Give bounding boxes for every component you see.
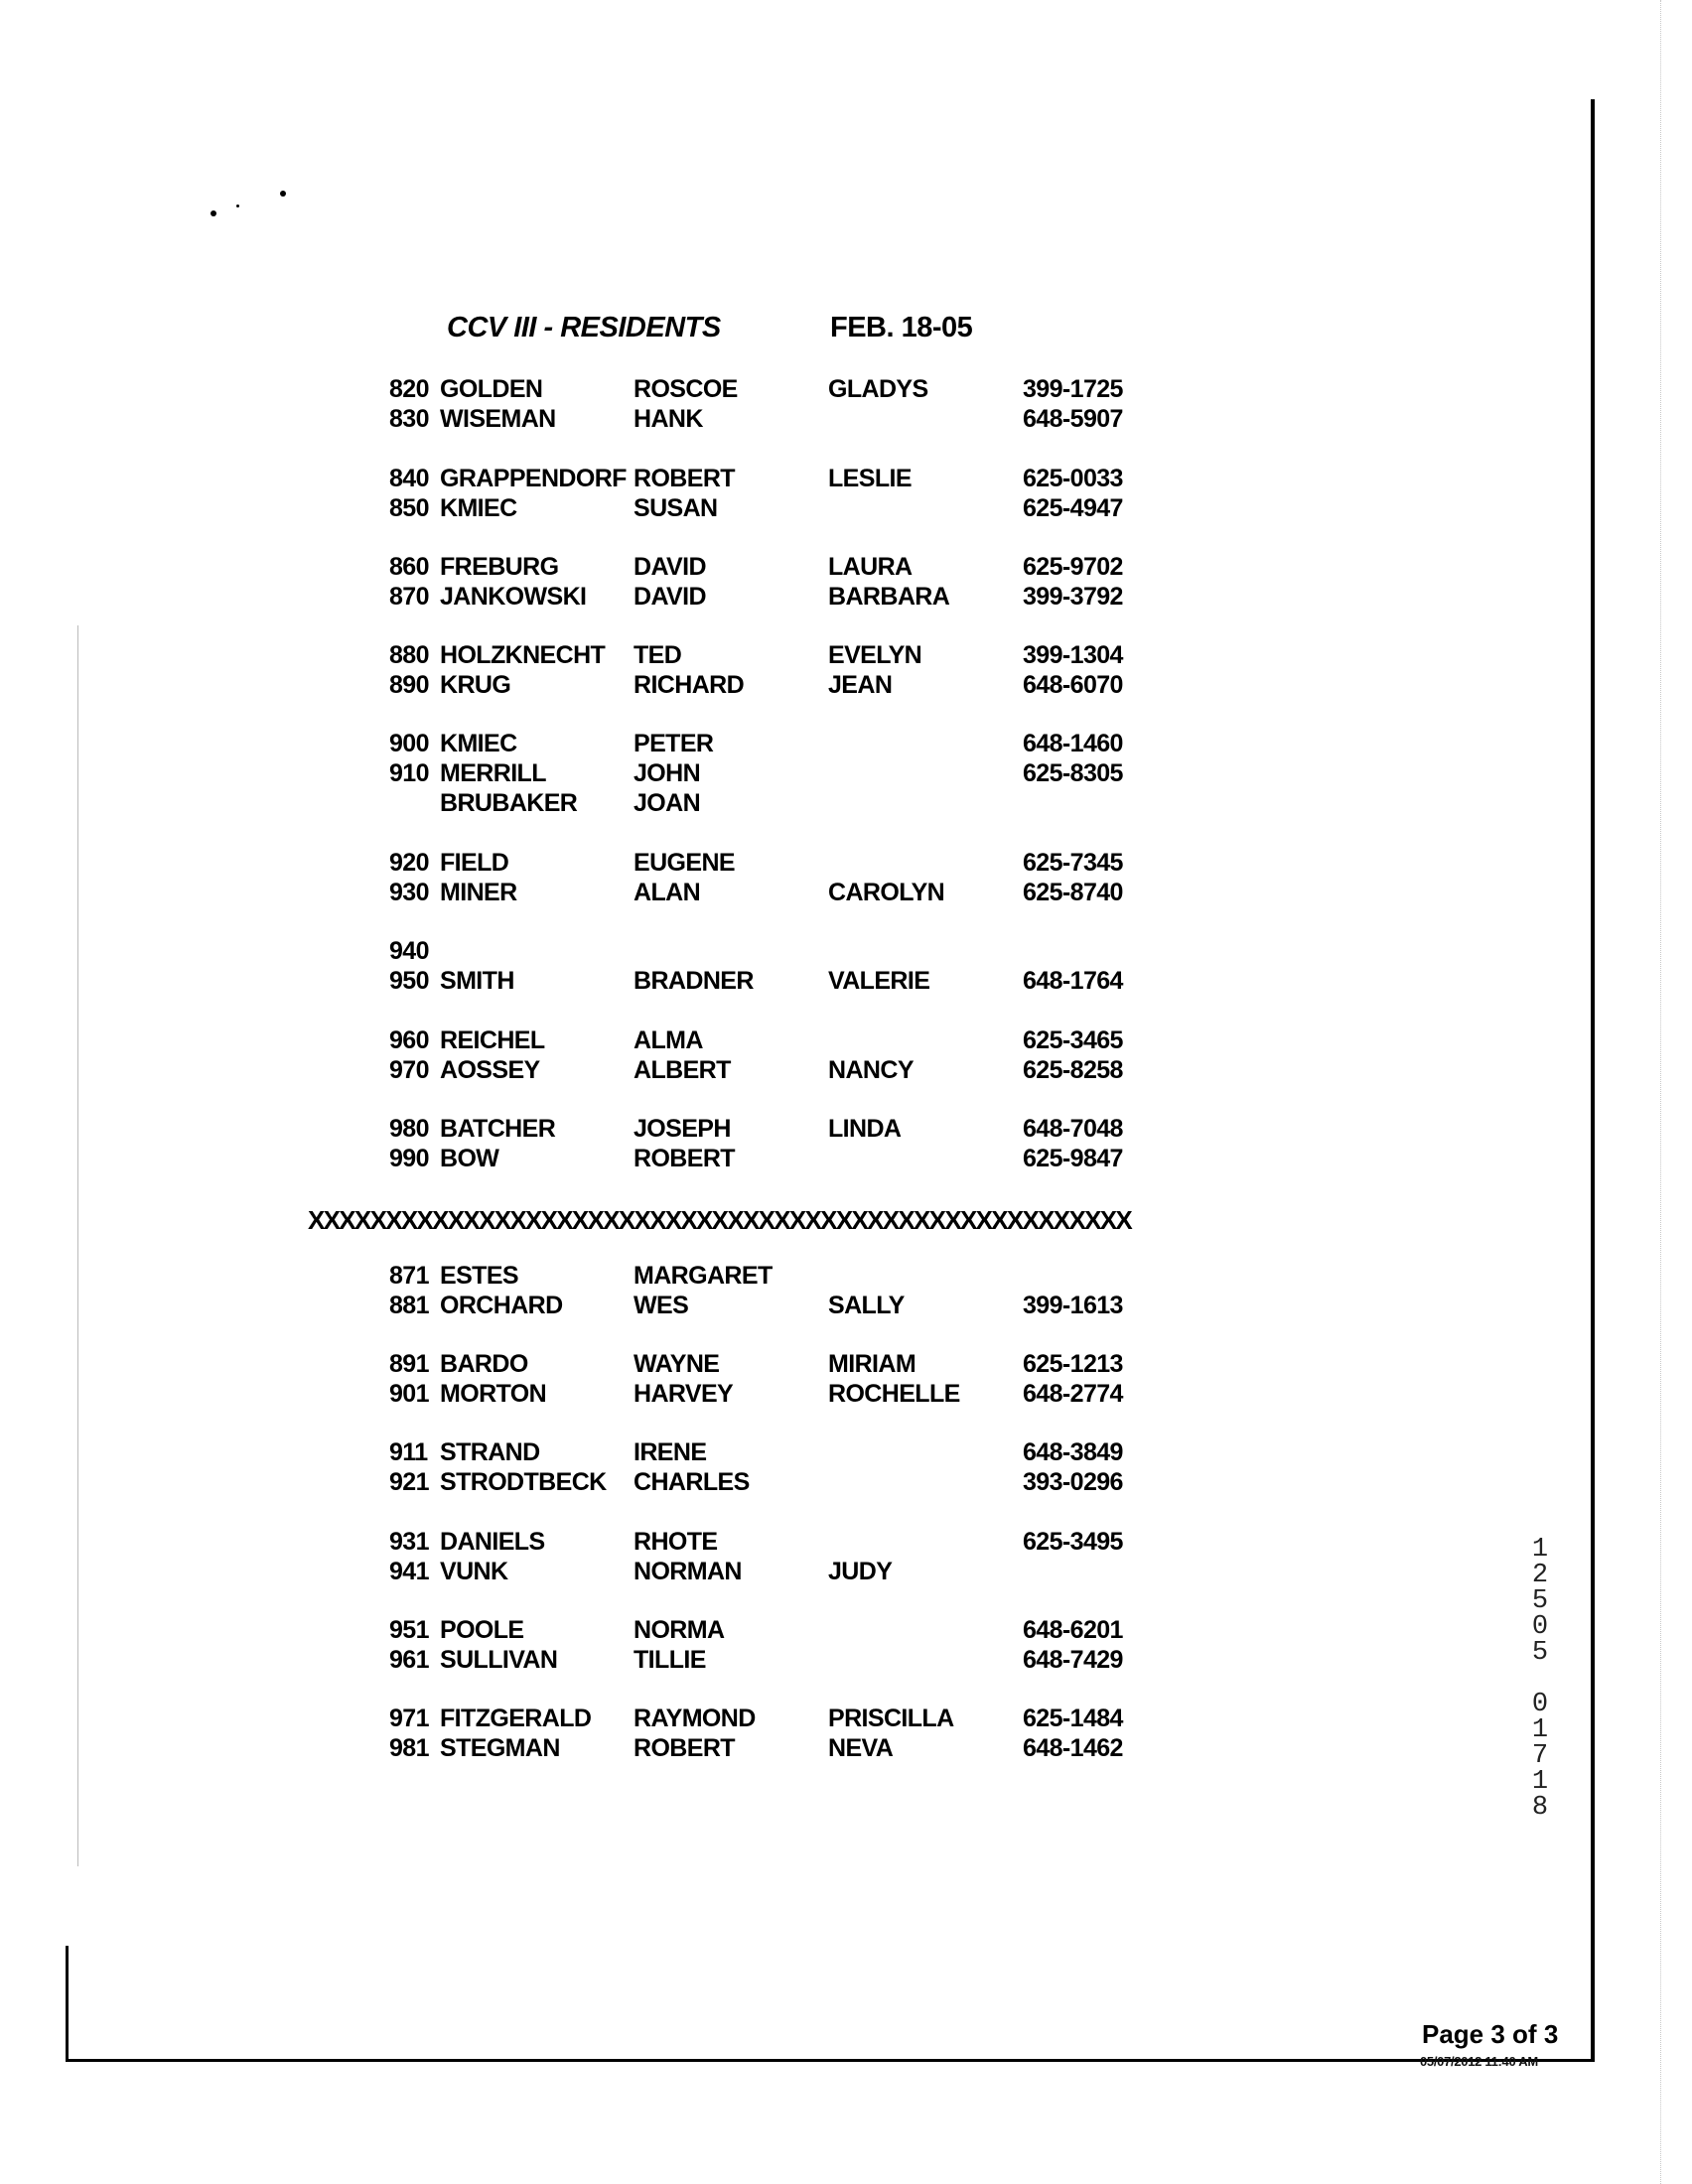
resident-row <box>0 1380 1692 1410</box>
resident-row <box>0 1612 1692 1646</box>
resident-num: 940 <box>389 937 429 965</box>
resident-phone: 399-1725 <box>1023 375 1123 403</box>
resident-first: ROBERT <box>634 465 735 492</box>
resident-row <box>0 1292 1692 1321</box>
resident-last: KMIEC <box>440 494 517 522</box>
resident-first: RICHARD <box>634 671 745 699</box>
resident-last: ORCHARD <box>440 1292 563 1319</box>
resident-first: WES <box>634 1292 689 1319</box>
resident-num: 850 <box>389 494 429 522</box>
resident-first: TED <box>634 641 682 669</box>
resident-num: 860 <box>389 553 429 581</box>
resident-num: 961 <box>389 1646 429 1674</box>
resident-row <box>0 375 1692 405</box>
bates-stamp <box>1525 1537 1555 1821</box>
resident-num: 950 <box>389 967 429 995</box>
resident-first: RAYMOND <box>634 1705 756 1732</box>
resident-row <box>0 759 1692 789</box>
resident-num: 970 <box>389 1056 429 1084</box>
resident-first: ALMA <box>634 1026 703 1054</box>
resident-spouse: EVELYN <box>828 641 922 669</box>
resident-last: BOW <box>440 1145 499 1172</box>
resident-num: 870 <box>389 583 429 611</box>
resident-first: JOAN <box>634 789 701 817</box>
page-number: Page 3 of 3 <box>1422 2019 1559 2049</box>
resident-last: KRUG <box>440 671 511 699</box>
stamp-char: 5 <box>1531 1586 1549 1616</box>
resident-phone: 648-5907 <box>1023 405 1123 433</box>
resident-num: 901 <box>389 1380 429 1408</box>
resident-spouse: PRISCILLA <box>828 1705 954 1732</box>
resident-first: SUSAN <box>634 494 718 522</box>
scan-speck <box>280 191 286 197</box>
resident-row <box>0 583 1692 613</box>
resident-num: 920 <box>389 849 429 877</box>
resident-spouse: JUDY <box>828 1558 893 1585</box>
resident-row <box>0 641 1692 671</box>
resident-spouse: BARBARA <box>828 583 950 611</box>
resident-row <box>0 879 1692 908</box>
resident-first: IRENE <box>634 1438 707 1466</box>
resident-phone: 625-7345 <box>1023 849 1123 877</box>
resident-row <box>0 937 1692 967</box>
resident-phone: 625-8305 <box>1023 759 1123 787</box>
resident-row <box>0 1468 1692 1498</box>
resident-spouse: CAROLYN <box>828 879 945 906</box>
resident-last: FIELD <box>440 849 509 877</box>
resident-first: ALAN <box>634 879 701 906</box>
resident-row <box>0 1646 1692 1676</box>
resident-last: MORTON <box>440 1380 547 1408</box>
resident-num: 981 <box>389 1734 429 1762</box>
resident-num: 830 <box>389 405 429 433</box>
stamp-char: 1 <box>1531 1715 1549 1745</box>
resident-row <box>0 1262 1692 1292</box>
resident-last: SULLIVAN <box>440 1646 558 1674</box>
stamp-char <box>1525 1666 1555 1692</box>
resident-spouse: SALLY <box>828 1292 905 1319</box>
resident-num: 921 <box>389 1468 429 1496</box>
resident-phone: 393-0296 <box>1023 1468 1123 1496</box>
resident-row <box>0 553 1692 583</box>
stamp-char: 1 <box>1531 1767 1549 1797</box>
resident-phone: 648-7048 <box>1023 1115 1123 1143</box>
stamp-char: 2 <box>1531 1561 1549 1590</box>
resident-last: DANIELS <box>440 1528 545 1556</box>
resident-spouse: GLADYS <box>828 375 928 403</box>
resident-first: HARVEY <box>634 1380 734 1408</box>
resident-first: JOSEPH <box>634 1115 731 1143</box>
resident-row <box>0 494 1692 524</box>
resident-first: ALBERT <box>634 1056 731 1084</box>
resident-phone: 625-1213 <box>1023 1350 1123 1378</box>
resident-row <box>0 730 1692 759</box>
resident-row <box>0 1145 1692 1174</box>
print-timestamp: 05/07/2012 11:40 AM <box>1420 2054 1538 2069</box>
resident-spouse: VALERIE <box>828 967 930 995</box>
resident-phone: 625-9702 <box>1023 553 1123 581</box>
resident-num: 960 <box>389 1026 429 1054</box>
resident-last: HOLZKNECHT <box>440 641 606 669</box>
resident-phone: 399-1613 <box>1023 1292 1123 1319</box>
stamp-char: 5 <box>1531 1638 1549 1668</box>
resident-first: PETER <box>634 730 714 757</box>
resident-phone: 625-3495 <box>1023 1528 1123 1556</box>
resident-first: JOHN <box>634 759 701 787</box>
resident-first: ROBERT <box>634 1734 735 1762</box>
resident-spouse: JEAN <box>828 671 893 699</box>
stamp-char: 0 <box>1531 1612 1549 1642</box>
resident-spouse: ROCHELLE <box>828 1380 960 1408</box>
resident-first: CHARLES <box>634 1468 750 1496</box>
resident-first: WAYNE <box>634 1350 720 1378</box>
resident-last: GOLDEN <box>440 375 543 403</box>
resident-row <box>0 1705 1692 1734</box>
stamp-char: 7 <box>1531 1741 1549 1771</box>
resident-num: 910 <box>389 759 429 787</box>
resident-last: BATCHER <box>440 1115 556 1143</box>
resident-phone: 625-8740 <box>1023 879 1123 906</box>
resident-first: HANK <box>634 405 703 433</box>
resident-last: SMITH <box>440 967 514 995</box>
resident-row <box>0 1115 1692 1145</box>
resident-last: AOSSEY <box>440 1056 540 1084</box>
resident-last: REICHEL <box>440 1026 545 1054</box>
resident-num: 990 <box>389 1145 429 1172</box>
resident-first: DAVID <box>634 583 706 611</box>
scan-speck <box>236 205 239 207</box>
resident-phone: 648-7429 <box>1023 1646 1123 1674</box>
resident-num: 941 <box>389 1558 429 1585</box>
page-frame-bottom <box>66 2059 1595 2062</box>
resident-spouse: LINDA <box>828 1115 902 1143</box>
resident-last: BRUBAKER <box>440 789 578 817</box>
resident-first: ROSCOE <box>634 375 738 403</box>
resident-last: GRAPPENDORF <box>440 465 627 492</box>
resident-row <box>0 1438 1692 1468</box>
resident-row <box>0 1056 1692 1086</box>
resident-phone: 648-3849 <box>1023 1438 1123 1466</box>
resident-num: 980 <box>389 1115 429 1143</box>
resident-phone: 625-0033 <box>1023 465 1123 492</box>
resident-last: VUNK <box>440 1558 508 1585</box>
resident-last: STRODTBECK <box>440 1468 607 1496</box>
resident-num: 930 <box>389 879 429 906</box>
resident-last: FITZGERALD <box>440 1705 592 1732</box>
resident-last: MINER <box>440 879 517 906</box>
resident-phone: 625-4947 <box>1023 494 1123 522</box>
resident-row <box>0 1528 1692 1558</box>
resident-num: 881 <box>389 1292 429 1319</box>
resident-phone: 625-8258 <box>1023 1056 1123 1084</box>
document-title: CCV III - RESIDENTS <box>447 312 721 343</box>
resident-spouse: LAURA <box>828 553 913 581</box>
resident-row <box>0 405 1692 435</box>
resident-spouse: LESLIE <box>828 465 912 492</box>
resident-row <box>0 1350 1692 1380</box>
resident-last: KMIEC <box>440 730 517 757</box>
resident-row <box>0 967 1692 997</box>
page-frame-left <box>66 1946 69 2062</box>
resident-row <box>0 1558 1692 1590</box>
resident-first: MARGARET <box>634 1262 773 1290</box>
resident-phone: 625-1484 <box>1023 1705 1123 1732</box>
resident-phone: 648-6201 <box>1023 1616 1123 1644</box>
resident-first: RHOTE <box>634 1528 718 1556</box>
resident-last: STRAND <box>440 1438 540 1466</box>
resident-num: 871 <box>389 1262 429 1290</box>
resident-num: 890 <box>389 671 429 699</box>
resident-num: 931 <box>389 1528 429 1556</box>
resident-num: 971 <box>389 1705 429 1732</box>
resident-row <box>0 671 1692 701</box>
resident-num: 891 <box>389 1350 429 1378</box>
resident-last: MERRILL <box>440 759 546 787</box>
resident-spouse: NEVA <box>828 1734 894 1762</box>
resident-last: JANKOWSKI <box>440 583 587 611</box>
resident-first: NORMAN <box>634 1558 742 1585</box>
stamp-char: 1 <box>1531 1535 1549 1565</box>
resident-last: FREBURG <box>440 553 559 581</box>
resident-num: 911 <box>389 1438 428 1466</box>
resident-first: BRADNER <box>634 967 754 995</box>
resident-first: NORMA <box>634 1616 725 1644</box>
resident-first: EUGENE <box>634 849 735 877</box>
resident-first: DAVID <box>634 553 706 581</box>
resident-phone: 399-3792 <box>1023 583 1123 611</box>
resident-first: ROBERT <box>634 1145 735 1172</box>
section-separator: XXXXXXXXXXXXXXXXXXXXXXXXXXXXXXXXXXXXXXXXXXXXXXXXXXXXX <box>308 1205 1132 1235</box>
document-date: FEB. 18-05 <box>830 312 973 343</box>
resident-last: WISEMAN <box>440 405 556 433</box>
resident-spouse: NANCY <box>828 1056 914 1084</box>
scan-edge <box>1660 0 1661 2184</box>
resident-last: ESTES <box>440 1262 518 1290</box>
resident-last: POOLE <box>440 1616 524 1644</box>
resident-num: 951 <box>389 1616 429 1644</box>
resident-phone: 625-9847 <box>1023 1145 1123 1172</box>
stamp-char: 0 <box>1531 1690 1549 1719</box>
resident-row <box>0 465 1692 494</box>
scan-speck <box>211 210 216 216</box>
resident-phone: 648-1462 <box>1023 1734 1123 1762</box>
resident-num: 900 <box>389 730 429 757</box>
resident-last: BARDO <box>440 1350 528 1378</box>
resident-phone: 648-2774 <box>1023 1380 1123 1408</box>
resident-row <box>0 789 1692 819</box>
resident-phone: 399-1304 <box>1023 641 1123 669</box>
resident-num: 840 <box>389 465 429 492</box>
resident-spouse: MIRIAM <box>828 1350 916 1378</box>
resident-phone: 648-1460 <box>1023 730 1123 757</box>
resident-row <box>0 849 1692 879</box>
stamp-char: 8 <box>1531 1793 1549 1823</box>
resident-first: TILLIE <box>634 1646 706 1674</box>
resident-phone: 625-3465 <box>1023 1026 1123 1054</box>
resident-row <box>0 1026 1692 1056</box>
resident-phone: 648-6070 <box>1023 671 1123 699</box>
resident-phone: 648-1764 <box>1023 967 1123 995</box>
resident-num: 820 <box>389 375 429 403</box>
resident-num: 880 <box>389 641 429 669</box>
resident-last: STEGMAN <box>440 1734 560 1762</box>
resident-row <box>0 1734 1692 1764</box>
